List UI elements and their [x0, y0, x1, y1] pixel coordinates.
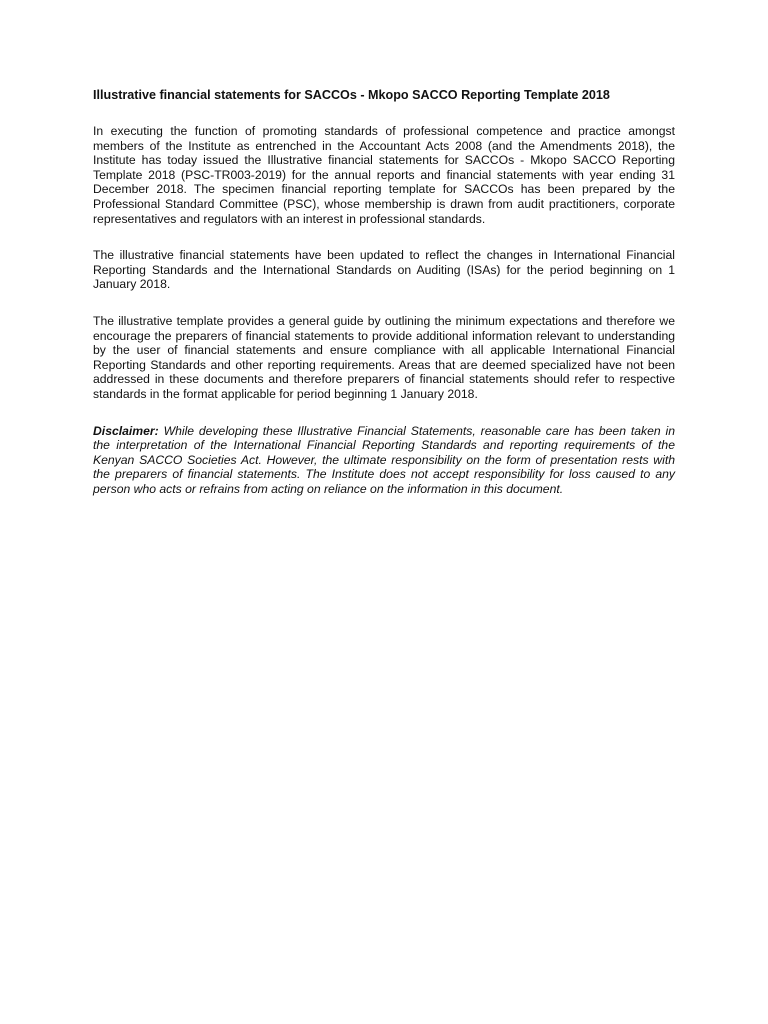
paragraph-updates: The illustrative financial statements have been updated to reflect the changes in International Financial Reporting Standards and the International Standards on Auditing (ISAs) for the period beginning on 1 January 2018.: [93, 248, 675, 292]
document-page: [93, 86, 675, 518]
paragraph-introduction: In executing the function of promoting standards of professional competence and practice amongst members of the Institute as entrenched in the Accountant Acts 2008 (and the Amendments 2018), the Institute has today issued the Illustrative financial statements for SACCOs - Mkopo SACCO Reporting Template 2018 (PSC-TR003-2019) for the annual reports and financial statements with year ending 31 December 2018. The specimen financial reporting template for SACCOs has been prepared by the Professional Standard Committee (PSC), whose membership is drawn from audit practitioners, corporate representatives and regulators with an interest in professional standards.: [93, 124, 675, 226]
paragraph-template-guide: The illustrative template provides a general guide by outlining the minimum expectations and therefore we encourage the preparers of financial statements to provide additional information relevant to understanding by the user of financial statements and ensure compliance with all applicable International Financial Reporting Standards and other reporting requirements. Areas that are deemed specialized have not been addressed in these documents and therefore preparers of financial statements should refer to respective standards in the format applicable for period beginning 1 January 2018.: [93, 313, 675, 401]
document-title: Illustrative financial statements for SACCOs - Mkopo SACCO Reporting Template 2018: [93, 88, 610, 102]
disclaimer-label: Disclaimer:: [93, 423, 159, 438]
disclaimer-text: While developing these Illustrative Financial Statements, reasonable care has been taken in the interpretation of the International Financial Reporting Standards and reporting requirements of the Kenyan SACCO Societies Act. However, the ultimate responsibility on the form of presentation rests with the preparers of financial statements. The Institute does not accept responsibility for loss caused to any person who acts or refrains from acting on reliance on the information in this document.: [93, 423, 675, 496]
disclaimer-paragraph: [93, 424, 675, 497]
